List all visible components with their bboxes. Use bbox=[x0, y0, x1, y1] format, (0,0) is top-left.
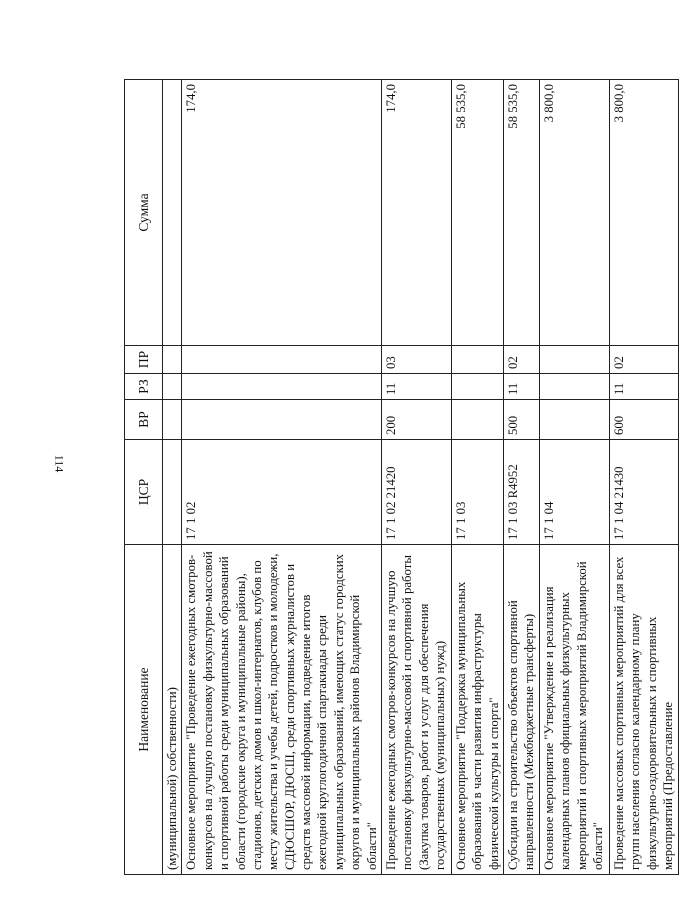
table-row bbox=[504, 80, 540, 875]
cell-vr: 600 bbox=[610, 400, 679, 440]
table-header-row bbox=[125, 80, 163, 875]
cell-vr bbox=[451, 400, 503, 440]
cell-sum: 174,0 bbox=[182, 80, 382, 346]
cell-csr bbox=[163, 440, 182, 545]
cell-rz bbox=[163, 374, 182, 400]
cell-sum: 3 800,0 bbox=[540, 80, 610, 346]
cell-name: Проведение ежегодных смотров-конкурсов на лучшую постановку физкультурно-массовой и спортивной работы (Закупка товаров, работ и услуг для обеспечения государственных (муниципальных) нужд) bbox=[381, 545, 451, 875]
cell-pr bbox=[540, 346, 610, 374]
cell-name: (муниципальной) собственности) bbox=[163, 545, 182, 875]
cell-name: Субсидии на строительство объектов спортивной направленности (Межбюджетные трансферты) bbox=[504, 545, 540, 875]
cell-csr: 17 1 04 21430 bbox=[610, 440, 679, 545]
cell-vr bbox=[163, 400, 182, 440]
cell-csr: 17 1 02 21420 bbox=[381, 440, 451, 545]
cell-pr: 02 bbox=[504, 346, 540, 374]
cell-rz: 11 bbox=[610, 374, 679, 400]
cell-name: Основное мероприятие "Проведение ежегодных смотров-конкурсов на лучшую постановку физкультурно-массовой и спортивной работы среди муниципальных образований области (городские округа и муниципальные районы), стадионов, детских домов и школ-интернатов, клубов по месту жительства и учебы детей, подростков и молодежи, СДЮСШОР, ДЮСШ, среди спортивных журналистов и средств массовой информации, подведение итогов ежегодной круглогодичной спартакиады среди муниципальных образований, имеющих статус городских округов и муниципальных районов Владимирской области" bbox=[182, 545, 382, 875]
cell-pr: 03 bbox=[381, 346, 451, 374]
cell-sum: 174,0 bbox=[381, 80, 451, 346]
header-rz: РЗ bbox=[125, 374, 163, 400]
page-number: 114 bbox=[52, 454, 67, 473]
cell-sum: 58 535,0 bbox=[504, 80, 540, 346]
table-row bbox=[163, 80, 182, 875]
cell-pr: 02 bbox=[610, 346, 679, 374]
cell-csr: 17 1 03 bbox=[451, 440, 503, 545]
cell-rz bbox=[451, 374, 503, 400]
header-sum: Сумма bbox=[125, 80, 163, 346]
header-name: Наименование bbox=[125, 545, 163, 875]
cell-pr bbox=[451, 346, 503, 374]
budget-table bbox=[124, 79, 679, 875]
table-row bbox=[381, 80, 451, 875]
rotated-table-wrapper bbox=[124, 80, 676, 875]
cell-name: Проведение массовых спортивных мероприятий для всех групп населения согласно календарному плану физкультурно-оздоровительных и спортивных мероприятий (Предоставление bbox=[610, 545, 679, 875]
header-pr: ПР bbox=[125, 346, 163, 374]
cell-pr bbox=[182, 346, 382, 374]
cell-sum: 3 800,0 bbox=[610, 80, 679, 346]
cell-rz: 11 bbox=[504, 374, 540, 400]
cell-csr: 17 1 02 bbox=[182, 440, 382, 545]
cell-rz bbox=[182, 374, 382, 400]
cell-rz: 11 bbox=[381, 374, 451, 400]
cell-vr: 500 bbox=[504, 400, 540, 440]
cell-name: Основное мероприятие "Утверждение и реализация календарных планов официальных физкультурных мероприятий и спортивных мероприятий Владимирской области" bbox=[540, 545, 610, 875]
table-row bbox=[182, 80, 382, 875]
table-row bbox=[451, 80, 503, 875]
cell-vr bbox=[182, 400, 382, 440]
cell-vr: 200 bbox=[381, 400, 451, 440]
cell-sum bbox=[163, 80, 182, 346]
table-row bbox=[540, 80, 610, 875]
cell-pr bbox=[163, 346, 182, 374]
cell-csr: 17 1 03 R4952 bbox=[504, 440, 540, 545]
cell-rz bbox=[540, 374, 610, 400]
header-csr: ЦСР bbox=[125, 440, 163, 545]
header-vr: ВР bbox=[125, 400, 163, 440]
cell-sum: 58 535,0 bbox=[451, 80, 503, 346]
table-row bbox=[610, 80, 679, 875]
cell-csr: 17 1 04 bbox=[540, 440, 610, 545]
cell-name: Основное мероприятие "Поддержка муниципальных образований в части развития инфраструктуры физической культуры и спорта" bbox=[451, 545, 503, 875]
cell-vr bbox=[540, 400, 610, 440]
